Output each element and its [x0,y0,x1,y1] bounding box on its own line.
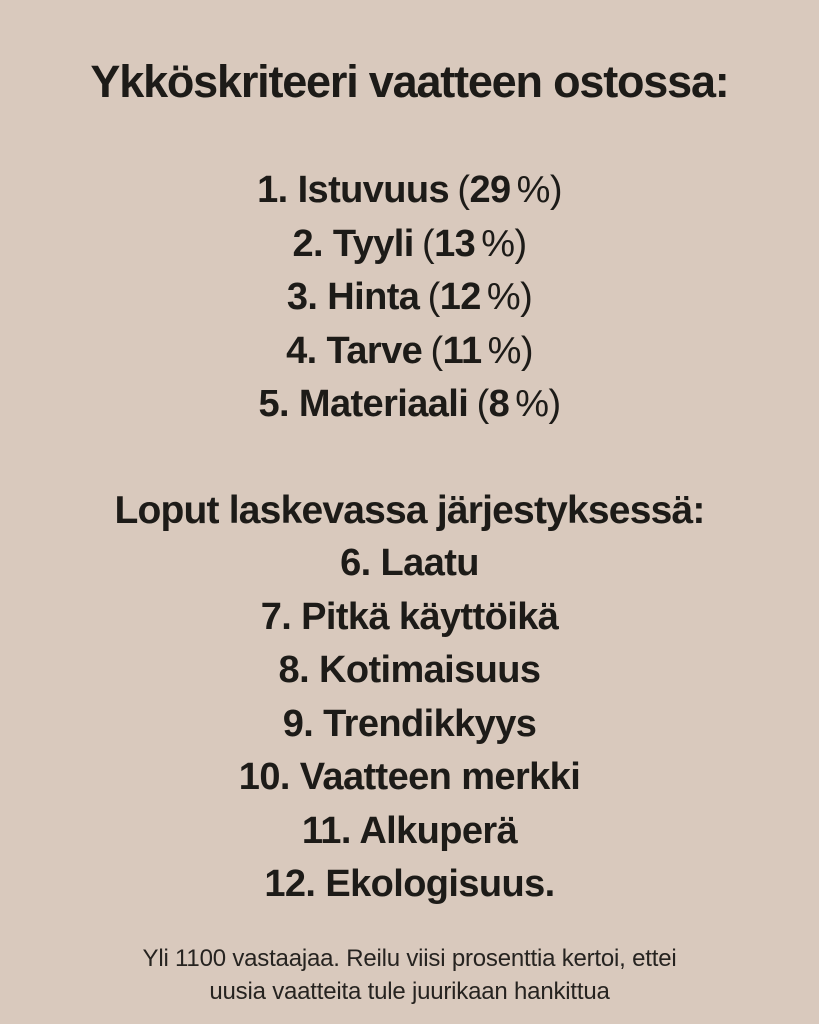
item-text: 2. Tyyli [292,222,414,265]
item-text: 9. Trendikkyys [282,702,537,745]
item-value: 11 [442,329,482,372]
close-paren: ) [520,329,533,372]
item-text: 1. Istuvuus [257,169,450,211]
percent-sign: % [487,329,521,372]
list-item [0,805,819,859]
open-paren: ( [427,276,440,318]
remaining-list [0,537,819,912]
footnote [0,942,819,1008]
list-item [0,591,819,645]
item-text: 10. Vaatteen merkki [238,756,581,798]
list-item [0,858,819,912]
item-text: 7. Pitkä käyttöikä [260,595,559,638]
item-text: 6. Laatu [340,542,479,584]
close-paren: ) [520,276,533,318]
item-text: 12. Ekologisuus. [264,863,555,905]
close-paren: ) [548,383,561,425]
list-item [0,325,819,379]
item-value: 12 [439,276,481,318]
percent-sign: % [516,169,550,211]
item-value: 8 [488,383,510,425]
close-paren: ) [549,169,562,211]
list-item [0,378,819,432]
ranked-list [0,164,819,432]
footnote-line-1: Yli 1100 vastaajaa. Reilu viisi prosenttia kertoi, ettei [142,944,677,972]
close-paren: ) [514,222,527,265]
section-subtitle: Loput laskevassa järjestyksessä: [114,488,705,532]
percent-sign: % [515,383,549,425]
page-title: Ykköskriteeri vaatteen ostossa: [90,56,729,107]
item-text: 4. Tarve [286,329,423,372]
list-item [0,164,819,218]
item-text: 3. Hinta [286,276,420,318]
item-text: 5. Materiaali [258,383,469,425]
open-paren: ( [457,169,470,211]
footnote-line-2: uusia vaatteita tule juurikaan hankittua [209,977,610,1005]
list-item [0,537,819,591]
list-item [0,698,819,752]
item-text: 11. Alkuperä [301,809,518,852]
open-paren: ( [430,329,443,372]
item-value: 13 [434,222,476,265]
list-item [0,218,819,272]
open-paren: ( [476,383,489,425]
list-item [0,271,819,325]
list-item [0,751,819,805]
open-paren: ( [422,222,435,265]
percent-sign: % [486,276,521,318]
percent-sign: % [481,222,515,265]
item-text: 8. Kotimaisuus [278,649,541,691]
list-item [0,644,819,698]
item-value: 29 [469,169,511,211]
